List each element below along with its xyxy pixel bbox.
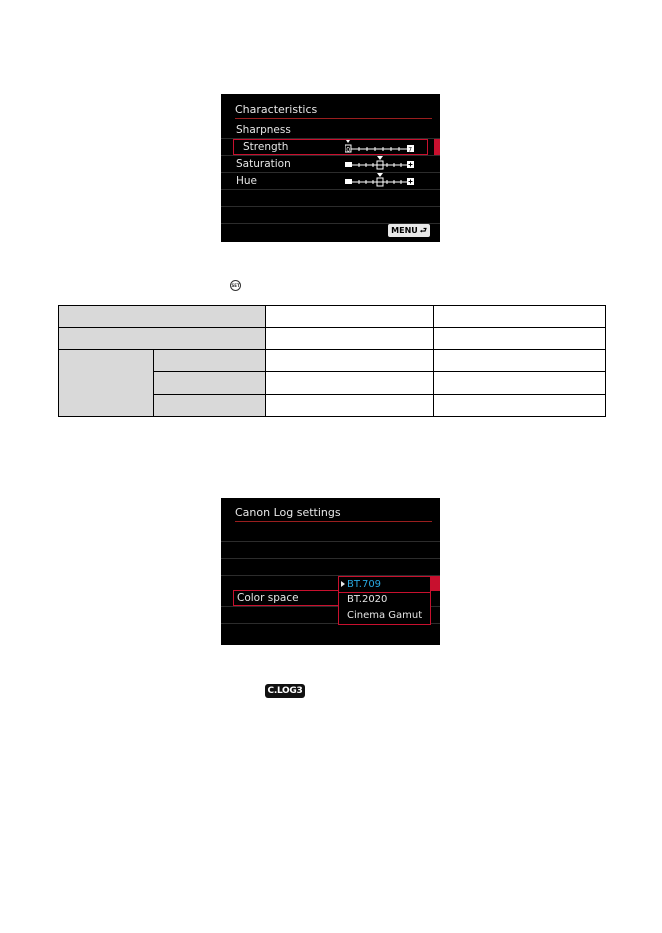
table-cell bbox=[266, 372, 434, 394]
slider-pointer-icon bbox=[377, 156, 383, 160]
menu-item-label: Sharpness bbox=[236, 124, 291, 136]
table-cell bbox=[266, 306, 434, 328]
table-cell bbox=[434, 372, 606, 394]
slider-pointer-icon bbox=[377, 173, 383, 177]
menu-item-saturation[interactable] bbox=[221, 156, 440, 173]
menu-item-label: Saturation bbox=[236, 158, 291, 170]
cursor-arrow-icon bbox=[341, 581, 345, 587]
minus-icon bbox=[345, 162, 352, 167]
table-header-cell bbox=[59, 328, 266, 350]
table-cell bbox=[434, 306, 606, 328]
menu-row[interactable] bbox=[221, 525, 440, 542]
dropdown-option-cinema-gamut[interactable] bbox=[339, 608, 430, 623]
strength-slider[interactable] bbox=[345, 140, 415, 154]
selection-tab bbox=[434, 139, 440, 155]
table-row bbox=[59, 328, 606, 350]
return-icon: ⮐ bbox=[419, 226, 427, 235]
clog3-icon: C.LOG3 bbox=[265, 684, 305, 698]
menu-row-empty bbox=[221, 190, 440, 207]
table-header-cell bbox=[59, 306, 266, 328]
menu-row-empty bbox=[221, 207, 440, 224]
menu-item-hue[interactable] bbox=[221, 173, 440, 190]
table-cell bbox=[434, 394, 606, 416]
screen-title: Canon Log settings bbox=[235, 506, 341, 519]
dropdown-option-bt709[interactable] bbox=[339, 577, 430, 593]
menu-item-label: Strength bbox=[243, 141, 289, 153]
table-subheader-cell bbox=[154, 372, 266, 394]
table-subheader-cell bbox=[154, 350, 266, 372]
table-cell bbox=[266, 350, 434, 372]
table-subheader-cell bbox=[154, 394, 266, 416]
settings-table bbox=[58, 305, 606, 417]
menu-button-label: MENU bbox=[391, 226, 418, 235]
option-label: BT.2020 bbox=[347, 594, 388, 605]
hue-slider[interactable] bbox=[345, 173, 415, 188]
table-group-header bbox=[59, 350, 154, 417]
menu-row[interactable] bbox=[221, 542, 440, 559]
option-label: BT.709 bbox=[347, 579, 382, 590]
table-cell bbox=[434, 328, 606, 350]
table-row bbox=[59, 350, 606, 372]
dropdown-scroll-tab bbox=[430, 576, 440, 591]
menu-item-label: Color space bbox=[237, 592, 299, 604]
menu-back-button[interactable] bbox=[388, 224, 430, 237]
menu-item-sharpness[interactable] bbox=[221, 122, 440, 139]
characteristics-screen bbox=[221, 94, 440, 242]
menu-item-label: Hue bbox=[236, 175, 258, 187]
screen-title: Characteristics bbox=[235, 103, 318, 116]
set-button-icon: SET bbox=[230, 280, 241, 291]
minus-icon bbox=[345, 179, 352, 184]
saturation-slider[interactable] bbox=[345, 156, 415, 171]
option-label: Cinema Gamut bbox=[347, 610, 423, 621]
table-cell bbox=[434, 350, 606, 372]
menu-row[interactable] bbox=[221, 559, 440, 576]
slider-min-label: 0 bbox=[346, 146, 351, 154]
slider-pointer-icon bbox=[346, 140, 350, 143]
slider-max-label: 7 bbox=[408, 146, 413, 154]
table-row bbox=[59, 306, 606, 328]
title-divider bbox=[235, 118, 432, 119]
color-space-dropdown[interactable] bbox=[338, 576, 431, 625]
table-cell bbox=[266, 394, 434, 416]
dropdown-option-bt2020[interactable] bbox=[339, 592, 430, 607]
table-cell bbox=[266, 328, 434, 350]
title-divider bbox=[235, 521, 432, 522]
menu-item-strength[interactable] bbox=[221, 139, 440, 156]
